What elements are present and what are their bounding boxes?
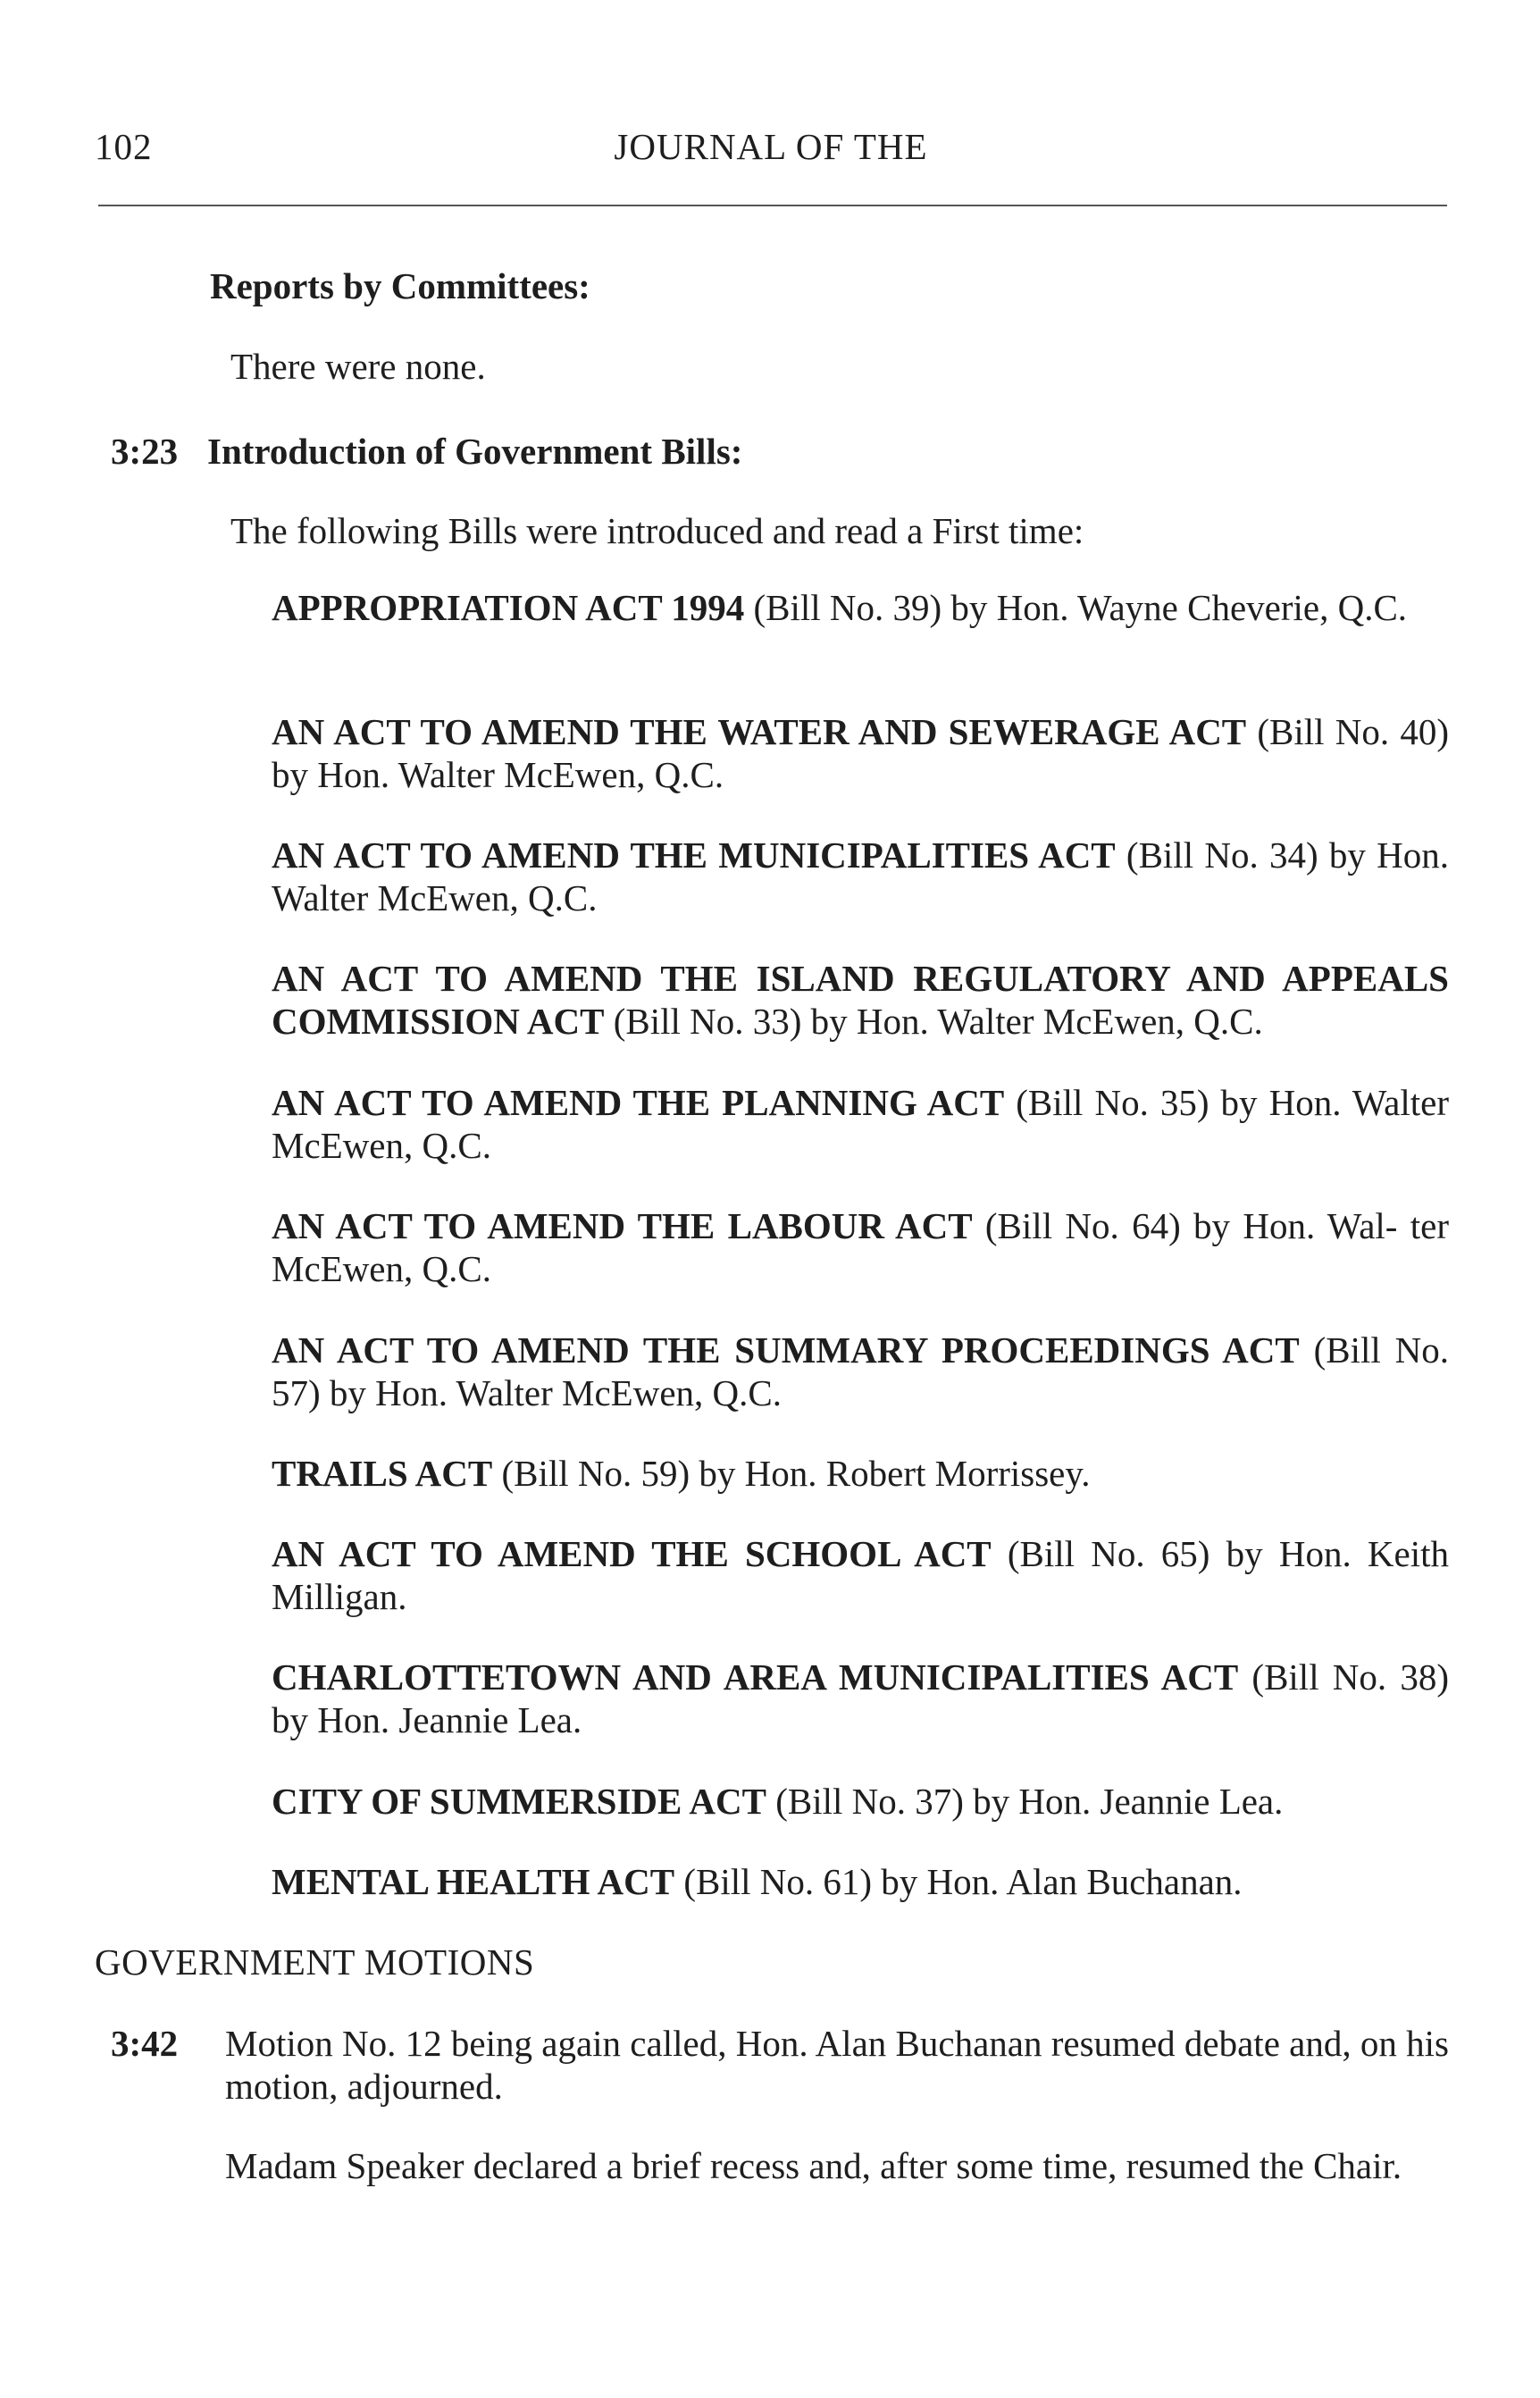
bill-item [272,586,1449,629]
header-rule [98,205,1447,206]
reports-text: There were none. [230,346,486,387]
bill-title: AN ACT TO AMEND THE MUNICIPALITIES ACT [272,834,1116,876]
reports-heading: Reports by Committees: [210,265,590,306]
bill-detail: (Bill No. 34) by Hon. Walter McEwen, Q.C. [272,834,1450,918]
bill-title: AN ACT TO AMEND THE WATER AND SEWERAGE ACT [272,711,1247,752]
bill-title: MENTAL HEALTH ACT [272,1861,675,1902]
bill-item [272,834,1449,919]
bill-detail: (Bill No. 35) by Hon. Walter McEwen, Q.C. [272,1082,1449,1166]
page-header [95,125,1447,179]
bill-detail: (Bill No. 37) by Hon. Jeannie Lea. [766,1781,1284,1822]
bill-item [272,1780,1449,1823]
bill-item [272,1532,1449,1618]
bill-item [272,1081,1449,1167]
bill-detail: (Bill No. 57) by Hon. Walter McEwen, Q.C. [272,1329,1449,1413]
bill-title: AN ACT TO AMEND THE ISLAND REGULATORY AND APPEALS COMMISSION ACT [272,958,1449,1042]
motion-text: Motion No. 12 being again called, Hon. Alan Buchanan resumed debate and, on his motion, adjourned. [225,2023,1449,2107]
bill-title: AN ACT TO AMEND THE PLANNING ACT [272,1082,1005,1123]
bill-title: CITY OF SUMMERSIDE ACT [272,1781,766,1822]
motion-time: 3:42 [111,2023,179,2064]
bill-detail: (Bill No. 38) by Hon. Jeannie Lea. [272,1656,1450,1740]
bill-detail: (Bill No. 39) by Hon. Wayne Cheverie, Q.C. [744,587,1408,628]
bill-title: APPROPRIATION ACT 1994 [272,587,745,628]
bill-title: AN ACT TO AMEND THE SCHOOL ACT [272,1533,992,1574]
bill-detail: (Bill No. 64) by Hon. Wal- ter McEwen, Q.C. [272,1205,1450,1289]
bill-item [272,957,1449,1043]
bill-item [272,1656,1449,1741]
government-motions-heading: GOVERNMENT MOTIONS [95,1941,535,1983]
bill-title: TRAILS ACT [272,1453,493,1494]
bill-detail: (Bill No. 59) by Hon. Robert Morrissey. [492,1453,1091,1494]
page-number: 102 [95,126,153,167]
bill-detail: (Bill No. 65) by Hon. Keith Milligan. [272,1533,1449,1617]
running-head: JOURNAL OF THE [614,126,928,167]
bill-detail: (Bill No. 61) by Hon. Alan Buchanan. [674,1861,1243,1902]
bill-detail: (Bill No. 33) by Hon. Walter McEwen, Q.C. [604,1001,1263,1042]
introduction-time: 3:23 [111,431,179,472]
bill-title: CHARLOTTETOWN AND AREA MUNICIPALITIES ACT [272,1656,1239,1698]
bill-item [272,1452,1449,1495]
bill-item [272,1860,1449,1903]
introduction-text: The following Bills were introduced and read a First time: [230,510,1084,551]
bill-item [272,710,1449,796]
bill-detail: (Bill No. 40) by Hon. Walter McEwen, Q.C. [272,711,1450,795]
bill-item [272,1204,1449,1290]
bill-title: AN ACT TO AMEND THE LABOUR ACT [272,1205,973,1246]
recess-text: Madam Speaker declared a brief recess and, after some time, resumed the Chair. [225,2145,1402,2186]
introduction-heading: Introduction of Government Bills: [207,431,743,472]
bill-title: AN ACT TO AMEND THE SUMMARY PROCEEDINGS ACT [272,1329,1300,1371]
bill-item [272,1329,1449,1414]
